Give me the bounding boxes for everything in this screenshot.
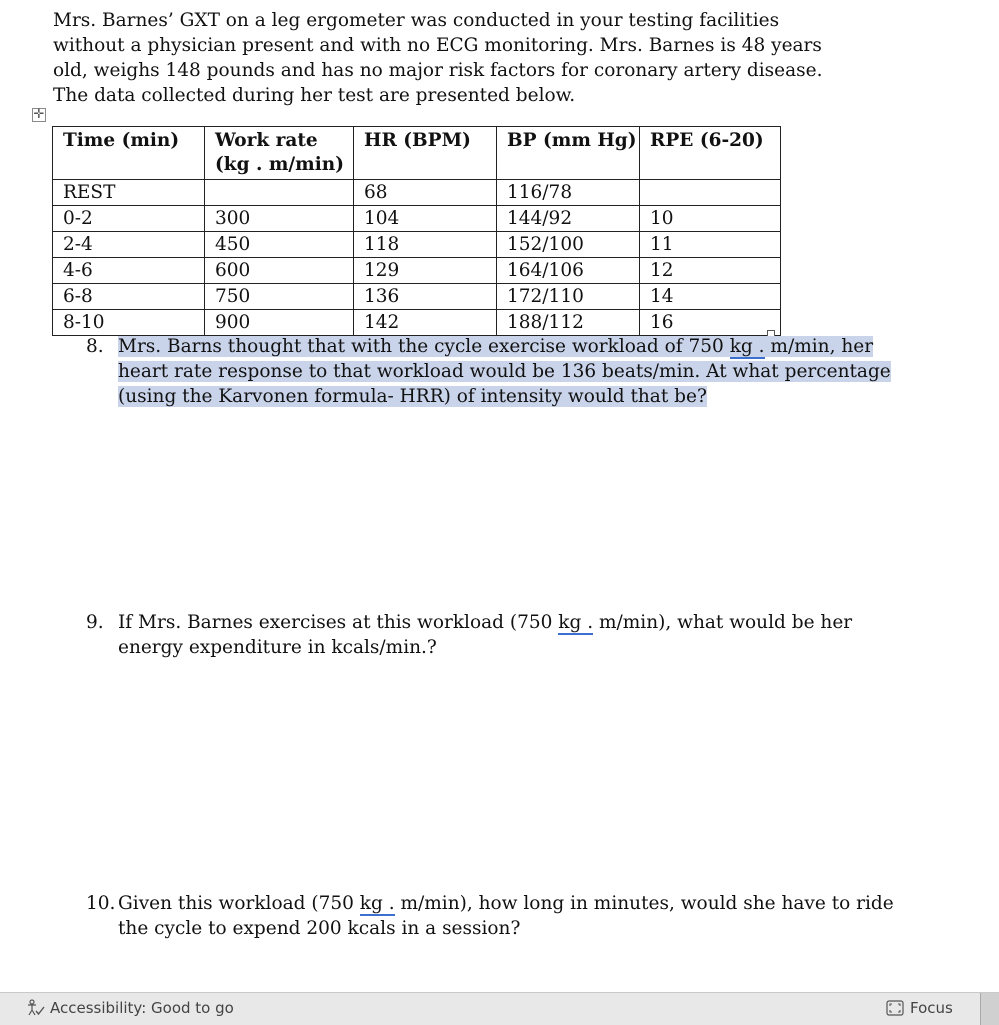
header-hr: HR (BPM) <box>354 127 497 180</box>
spelling-underline[interactable]: kg . <box>558 612 594 633</box>
table-row <box>53 232 781 258</box>
question-text[interactable] <box>118 610 908 660</box>
question-text[interactable] <box>118 334 908 409</box>
table-move-handle-icon[interactable]: ✛ <box>33 107 45 122</box>
cell-rpe: 16 <box>640 310 781 336</box>
focus-button[interactable] <box>886 999 953 1017</box>
table-row <box>53 258 781 284</box>
cell-time: 2-4 <box>53 232 205 258</box>
accessibility-icon <box>26 999 46 1017</box>
header-time: Time (min) <box>53 127 205 180</box>
cell-rpe: 14 <box>640 284 781 310</box>
question-number: 10. <box>86 893 116 914</box>
cell-work-rate: 450 <box>205 232 354 258</box>
cell-hr: 136 <box>354 284 497 310</box>
header-work-rate-label: Work rate (kg . m/min) <box>215 130 344 175</box>
cell-rpe: 11 <box>640 232 781 258</box>
cell-bp: 144/92 <box>497 206 640 232</box>
spelling-underline[interactable]: kg . <box>359 893 395 914</box>
cell-hr: 68 <box>354 180 497 206</box>
cell-work-rate: 900 <box>205 310 354 336</box>
question-text-part: m/min), how long in minutes, would she have to ride the cycle to expend 200 kcals in a session? <box>118 893 894 939</box>
question-text-part: Given this workload (750 <box>118 893 360 914</box>
cell-time: 0-2 <box>53 206 205 232</box>
cell-work-rate <box>205 180 354 206</box>
cell-work-rate: 600 <box>205 258 354 284</box>
question-number: 8. <box>86 336 104 357</box>
cell-time: 6-8 <box>53 284 205 310</box>
header-bp: BP (mm Hg) <box>497 127 640 180</box>
cell-rpe: 12 <box>640 258 781 284</box>
cell-time: 4-6 <box>53 258 205 284</box>
table-row <box>53 310 781 336</box>
cell-hr: 118 <box>354 232 497 258</box>
cell-bp: 164/106 <box>497 258 640 284</box>
cell-work-rate: 750 <box>205 284 354 310</box>
table-row <box>53 180 781 206</box>
spelling-underline[interactable]: kg . <box>729 336 765 357</box>
cell-work-rate: 300 <box>205 206 354 232</box>
header-rpe: RPE (6-20) <box>640 127 781 180</box>
cell-time: 8-10 <box>53 310 205 336</box>
cell-rpe <box>640 180 781 206</box>
cell-bp: 116/78 <box>497 180 640 206</box>
question-text-part: If Mrs. Barnes exercises at this workload (750 <box>118 612 559 633</box>
focus-label: Focus <box>910 999 953 1017</box>
cell-bp: 188/112 <box>497 310 640 336</box>
accessibility-status[interactable] <box>26 999 234 1017</box>
intro-paragraph: Mrs. Barnes’ GXT on a leg ergometer was conducted in your testing facilities without a physician present and with no ECG monitoring. Mrs. Barnes is 48 years old, weighs 148 pounds and has no major risk factors for coronary artery disease. The data collected during her test are presented below. <box>53 10 823 106</box>
question-text-part: m/min), what would be her energy expenditure in kcals/min.? <box>118 612 853 658</box>
view-toggle-edge[interactable] <box>980 993 999 1025</box>
cell-rpe: 10 <box>640 206 781 232</box>
cell-bp: 172/110 <box>497 284 640 310</box>
cell-hr: 142 <box>354 310 497 336</box>
cell-time: REST <box>53 180 205 206</box>
status-bar <box>0 992 999 1025</box>
table-row <box>53 284 781 310</box>
cell-hr: 104 <box>354 206 497 232</box>
cell-bp: 152/100 <box>497 232 640 258</box>
header-work-rate <box>205 127 354 180</box>
question-text[interactable] <box>118 891 908 941</box>
question-text-part: m/min, her heart rate response to that workload would be 136 beats/min. At what percentage (using the Karvonen formula- HRR) of intensity would that be? <box>118 336 891 407</box>
focus-icon <box>886 1000 904 1016</box>
table-row <box>53 206 781 232</box>
table-header-row <box>53 127 781 180</box>
cell-hr: 129 <box>354 258 497 284</box>
accessibility-label: Accessibility: Good to go <box>50 999 234 1017</box>
question-text-part: Mrs. Barns thought that with the cycle exercise workload of 750 <box>118 336 730 357</box>
gxt-data-table <box>52 126 781 336</box>
question-number: 9. <box>86 612 104 633</box>
